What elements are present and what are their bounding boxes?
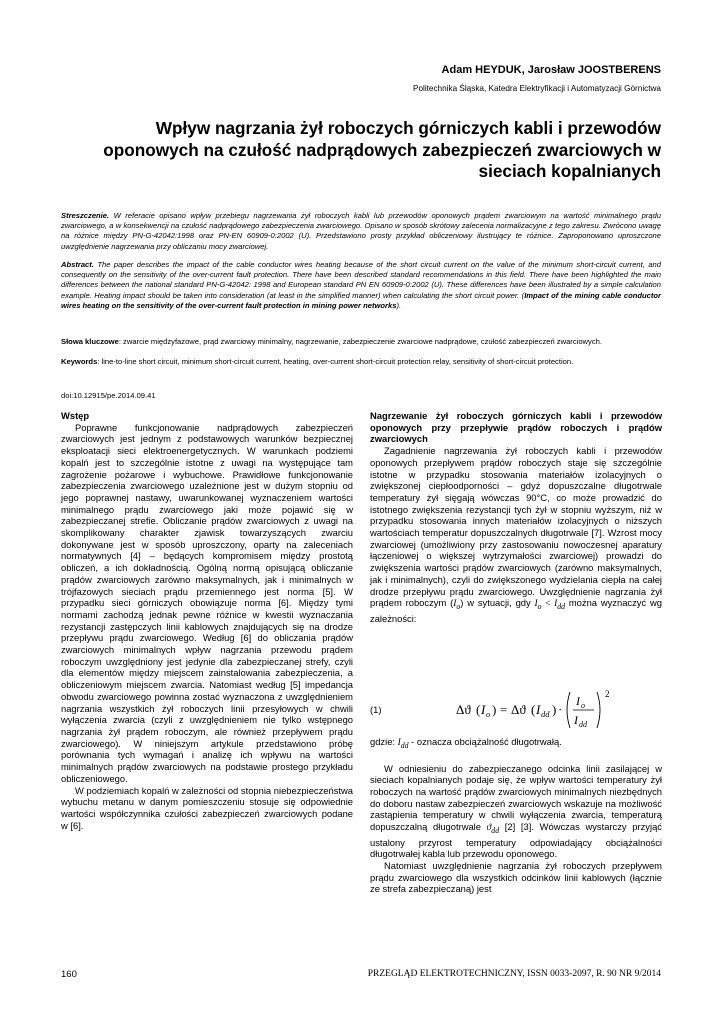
page-number: 160 bbox=[61, 969, 77, 980]
eq-paren-close-1: ) bbox=[492, 702, 497, 717]
eq-frac-num: I bbox=[576, 694, 580, 708]
eq-arg-idd-sub: dd bbox=[541, 709, 550, 719]
eq-exponent: 2 bbox=[605, 689, 610, 699]
heating-paragraph-1 bbox=[370, 445, 662, 624]
keywords-pl bbox=[61, 337, 661, 347]
eq-delta-theta-2: Δϑ bbox=[511, 702, 526, 717]
heating-p1-mid: ) w sytuacji, gdy bbox=[460, 597, 535, 609]
symbol-theta-dd: $ϑ_{dd}$ bbox=[486, 823, 500, 835]
paper-title: Wpływ nagrzania żył roboczych górniczych kabli i przewodów oponowych na czułość nadprądowych zabezpieczeń zwarciowych w sieciach kopalnianych bbox=[103, 118, 661, 181]
abstract-en-title: Impact of the mining cable conductor wires heating on the sensitivity of the over-current fault protection in mining power networks bbox=[61, 290, 661, 310]
abstract-en-text: The paper describes the impact of the cable conductor wires heating because of the short circuit current on the value of the minimum short-circuit current, and consequently on the sensitivity of the over-current fault protection. There have been described standard recommendations in this field. There have been highlighted the main differences between the national standard PN-G-42042: 1998 and European standard PN EN 60909-0:2002 (U). These differences have been illustrated by a simple calculation example. Heating impact should be taken into consideration (at least in the simplified manner) when calculating the short circuit power. ( bbox=[61, 260, 661, 300]
eq-paren-open-2: ( bbox=[531, 702, 536, 717]
abstract-en-end: ). bbox=[396, 300, 402, 310]
heating-paragraph-3: Natomiast uwzględnienie nagrzania żył roboczych przepływem prądu zwarciowego dla wszystkich odcinków linii kablowych (łącznie ze strefa zabezpieczaną) jest bbox=[370, 860, 662, 895]
right-column-cont bbox=[370, 736, 662, 895]
equation-number: (1) bbox=[370, 704, 382, 715]
intro-paragraph-2: W podziemiach kopalń w zależności od stopnia niebezpieczeństwa wybuchu metanu w danym pomieszczeniu stosuje się odpowiednie wartości współczynnika czułości zabezpieczeń zwarciowych podane w [6]. bbox=[61, 784, 353, 831]
right-column bbox=[370, 410, 662, 625]
heating-p1-text: Zagadnienie nagrzewania żył roboczych kabli i przewodów oponowych przepływem prądów roboczych staje się szczególnie istotne w przypadku stosowania materiałów izolacyjnych o zwiększonej ciepłoodporności – gdyż dopuszczalne długotrwale temperatury żył sięgają wówczas 90°C, co może prowadzić do istotnego zwiększenia rezystancji tych żył w stopniu wyższym, niż w przypadku stosowania innych materiałów izolacyjnych o niższych wartościach temperatur dopuszczalnych długotrwale [7]. Wzrost mocy zwarciowej (umożliwiony przy zastosowaniu nowoczesnej aparatury łączeniowej o większej wytrzymałości zwarciowej) prowadzi do zwiększenia wartości prądów zwarciowych (zarówno maksymalnych, jak i minimalnych), czyli do zwiększonego wydzielania ciepła na całej drodze przepływu prądu zwarciowego. Uwzględnienie nagrzania żył prądem roboczym ( bbox=[370, 445, 662, 609]
keywords-en-text: : line-to-line short circuit, minimum short-circuit current, heating, over-current short-circuit protection relay, sensitivity of short-circuit protection. bbox=[97, 357, 574, 366]
eq-arg-io: I bbox=[481, 702, 486, 717]
keywords-en bbox=[61, 357, 661, 367]
eq-arg-idd: I bbox=[536, 702, 541, 717]
symbol-idd: $I_{dd}$ bbox=[554, 599, 566, 612]
section-heading-heating: Nagrzewanie żył roboczych górniczych kabli i przewodów oponowych przy przepływie prądów roboczych i prądów zwarciowych bbox=[370, 410, 662, 445]
journal-footer: PRZEGLĄD ELEKTROTECHNICZNY, ISSN 0033-2097, R. 90 NR 9/2014 bbox=[367, 969, 661, 979]
gdzie-line: gdzie: $I_{dd}$ - oznacza obciążalność długotrwałą. bbox=[370, 736, 562, 750]
keywords-pl-label: Słowa kluczowe bbox=[61, 337, 119, 346]
abstract-en-label: Abstract. bbox=[61, 260, 94, 269]
eq-dot: · bbox=[558, 702, 563, 717]
eq-frac-den: I bbox=[574, 713, 578, 727]
abstract-en bbox=[61, 260, 661, 311]
heating-paragraph-2: W odniesieniu do zabezpieczanego odcinka linii zasilającej w sieciach kopalnianych podaje się, że wpływ wartości temperatury żył roboczych na wartość prądów zwarciowych minimalnych niezbędnych do doboru nastaw zabezpieczeń zwarciowych wskazuje na możliwość zastąpienia temperatury w chwili wyłączenia zwarcia, temperaturą dopuszczalną długotrwale $ϑ_{dd}$ [2] [3]. Wówczas wystarczy przyjąć ustalony przyrost temperatury odpowiadający obciążalności długotrwałej kabla lub przewodu oponowego. bbox=[370, 762, 662, 860]
abstract-pl-text: W referacie opisano wpływ przebiegu nagrzewania żył roboczych kabli lub przewodów oponowych prądem zwarciowym na wartość minimalnego prądu zwarciowego, a w konsekwencji na czułość nadprądowego zabezpieczenia zwarciowego. Opisano w sposób skrótowy zalecenia normalizacyjne z tego zakresu. Zwrócono uwagę na różnice między PN-G-42042:1998 oraz PN-EN 60909-0:2002 (U). Przedstawiono prosty przykład obliczeniowy ilustrujący te różnice. Zaproponowano uproszczone uwzględnienie nagrzewania przy obliczaniu mocy zwarciowej. bbox=[61, 211, 661, 251]
left-column bbox=[61, 410, 353, 831]
symbol-io: $I_o$ bbox=[453, 599, 461, 612]
abstract-pl bbox=[61, 211, 661, 252]
authors: Adam HEYDUK, Jarosław JOOSTBERENS bbox=[441, 64, 661, 76]
eq-frac-num-sub: o bbox=[581, 701, 585, 710]
doi: doi:10.12915/pe.2014.09.41 bbox=[61, 391, 156, 400]
eq-delta-theta-1: Δϑ bbox=[456, 702, 471, 717]
intro-paragraph-1: Poprawne funkcjonowanie nadprądowych zabezpieczeń zwarciowych jest jednym z podstawowych warunków bezpiecznej eksploatacji sieci elektroenergetycznych. W warunkach podziemi kopalń jest to szczególnie istotne z uwagi na występujące tam zagrożenie pożarowe i wybuchowe. Prawidłowe funkcjonowanie zabezpieczenia zwarciowego uzależnione jest w dużym stopniu od jego poprawnej nastawy, uwarunkowanej wyznaczeniem wartości minimalnego prądu zwarciowego jaki może pojawić się w zabezpieczanej strefie. Obliczanie prądów zwarciowych z uwagi na skomplikowany charakter zjawisk towarzyszących zwarciu dokonywane jest w sposób uproszczony, oparty na zaleceniach normatywnych [4] – będących kompromisem między prostotą obliczeń, a ich dokładnością. Ogólną normą opisującą obliczanie prądów zwarciowych zarówno maksymalnych, jak i minimalnych w trójfazowych sieciach prądu przemiennego jest norma [5]. W przypadku sieci górniczych obowiązuje norma [6]. Między tymi normami zachodzą jednak pewne różnice w kwestii wyznaczania rezystancji zastępczych linii kablowych znajdujących się na drodze przepływu prądu zwarciowego. Według [6] do obliczania prądów zwarciowych minimalnych wpływ nagrzania przewodu prądem roboczym uwzględniony jest jedynie dla zabezpieczanej strefy, czyli dla elementów między miejscem zainstalowania zabezpieczenia, a obliczeniowym miejscem zwarcia. Natomiast według [5] impedancja obwodu zwarciowego powinna zostać wyznaczona z uwzględnieniem nagrzania wszystkich żył roboczych linii przesyłowych w chwili wyłączenia zwarcia (czyli z uwzględnieniem nie tylko wstępnego nagrzania żył prądem roboczym, ale również przepływem prądu zwarciowego). W niniejszym artykule przedstawiono próbę porównania tych wymagań i analizę ich wpływu na wartości minimalnych prądów zwarciowych na podstawie prostego przykładu obliczeniowego. bbox=[61, 421, 353, 784]
symbol-idd-gdzie: $I_{dd}$ bbox=[397, 738, 409, 750]
abstract-pl-label: Streszczenie. bbox=[61, 211, 110, 220]
equation-1 bbox=[370, 688, 662, 732]
eq-equals: = bbox=[500, 702, 508, 717]
equation-formula bbox=[456, 688, 656, 732]
keywords-en-label: Keywords bbox=[61, 357, 98, 366]
eq-paren-close-2: ) bbox=[552, 702, 557, 717]
keywords-pl-text: : zwarcie międzyfazowe, prąd zwarciowy minimalny, nagrzewanie, zabezpieczenie zwarciowe nadprądowe, czułość zabezpieczeń zwarciowych. bbox=[118, 337, 602, 346]
eq-big-paren-right bbox=[597, 692, 600, 728]
affiliation: Politechnika Śląska, Katedra Elektryfikacji i Automatyzacji Górnictwa bbox=[412, 84, 661, 93]
section-heading-intro: Wstęp bbox=[61, 410, 90, 421]
eq-big-paren-left bbox=[567, 692, 570, 728]
symbol-io-2: $I_o$ bbox=[534, 599, 542, 612]
less-than: < bbox=[541, 599, 555, 610]
heating-p1-end: można wyznaczyć wg zależności: bbox=[370, 597, 662, 624]
eq-arg-io-sub: o bbox=[486, 709, 491, 719]
eq-paren-open-1: ( bbox=[476, 702, 481, 717]
eq-frac-den-sub: dd bbox=[579, 720, 587, 729]
